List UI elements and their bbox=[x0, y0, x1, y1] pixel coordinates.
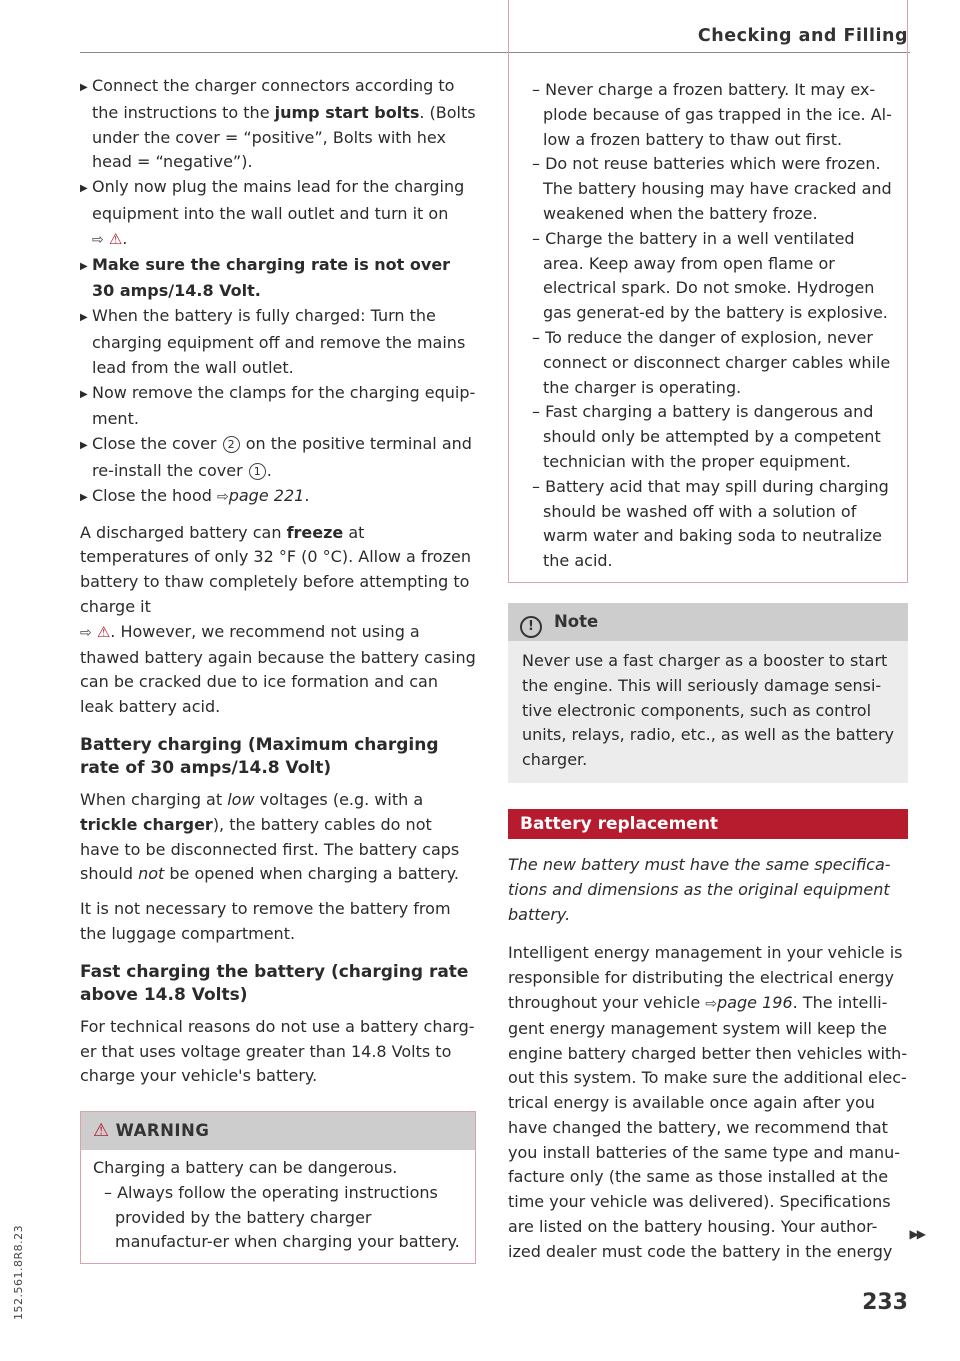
callout-1-icon: 1 bbox=[249, 463, 266, 480]
section-heading-fast-charging: Fast charging the battery (charging rate above 14.8 Volts) bbox=[80, 961, 469, 1005]
warning-box-continued bbox=[508, 0, 908, 583]
warning-body bbox=[81, 1150, 475, 1263]
bullet-connect-charger: ▶ Connect the charger connectors according to the instructions to the jump start bolts. (Bolts under the cover = “positive”, Bolts with hex head = “negative”). bbox=[80, 76, 476, 172]
bullet-close-cover: ▶ Close the cover 2 on the positive terminal and re-install the cover 1 . bbox=[80, 434, 472, 480]
warning-item: – To reduce the danger of explosion, never connect or disconnect charger cables while the charger is operating. bbox=[532, 327, 891, 397]
bullet-charging-rate: ▶ Make sure the charging rate is not over 30 amps/14.8 Volt. bbox=[80, 254, 451, 301]
warning-triangle-icon: ⚠ bbox=[93, 1120, 110, 1142]
warning-item: – Always follow the operating instructions provided by the battery charger manufactur-er when charging your battery. bbox=[104, 1182, 460, 1252]
low-voltage-paragraph: When charging at low voltages (e.g. with a trickle charger), the battery cables do not have to be disconnected first. The battery caps should not be opened when charging a battery. bbox=[80, 789, 460, 884]
luggage-compartment-paragraph: It is not necessary to remove the battery from the luggage compartment. bbox=[80, 899, 451, 943]
bullet-close-hood: ▶ Close the hood ⇨page 221. bbox=[80, 484, 476, 511]
warning-item: – Never charge a frozen battery. It may ex-plode because of gas trapped in the ice. Al-low a frozen battery to thaw out first. bbox=[532, 80, 892, 149]
bullet-remove-clamps: ▶ Now remove the clamps for the charging equip-ment. bbox=[80, 382, 476, 429]
section-heading-battery-charging: Battery charging (Maximum charging rate of 30 amps/14.8 Volt) bbox=[80, 734, 439, 778]
note-body: Never use a fast charger as a booster to start the engine. This will seriously damage sensi-tive electronic components, such as control units, relays, radio, etc., as well as the battery charger. bbox=[522, 650, 895, 770]
reference-arrow-icon: ⇨ bbox=[705, 995, 718, 1012]
section-title-battery-replacement: Battery replacement bbox=[508, 809, 908, 839]
technical-reasons-paragraph: For technical reasons do not use a battery charg-er that uses voltage greater than 14.8 Volts to charge your vehicle's battery. bbox=[80, 1016, 475, 1086]
page-number: 233 bbox=[862, 1290, 908, 1315]
note-header: ! Note bbox=[508, 603, 908, 641]
page-reference-link[interactable]: page 196 bbox=[717, 992, 793, 1012]
triangle-bullet-icon: ▶ bbox=[80, 491, 88, 503]
triangle-bullet-icon: ▶ bbox=[80, 440, 88, 452]
reference-arrow-icon: ⇨ bbox=[92, 231, 104, 248]
warning-item: – Do not reuse batteries which were frozen. The battery housing may have cracked and weakened when the battery froze. bbox=[532, 154, 892, 223]
triangle-bullet-icon: ▶ bbox=[80, 260, 88, 272]
warning-triangle-icon: ⚠ bbox=[96, 622, 111, 641]
frozen-battery-paragraph: A discharged battery can freeze at temperatures of only 32 °F (0 °C). Allow a frozen battery to thaw completely before attempting to charge it ⇨ ⚠. However, we recommend not using a thawed battery again because the battery casing can be cracked due to ice formation and can leak battery acid. bbox=[80, 522, 476, 717]
continue-arrow-icon: ▶▶ bbox=[909, 1227, 924, 1241]
triangle-bullet-icon: ▶ bbox=[80, 312, 88, 324]
warning-item: – Fast charging a battery is dangerous and should only be attempted by a competent technician with the proper equipment. bbox=[532, 402, 881, 471]
warning-box bbox=[80, 1111, 476, 1264]
triangle-bullet-icon: ▶ bbox=[80, 388, 88, 400]
warning-intro: Charging a battery can be dangerous. bbox=[93, 1158, 398, 1178]
triangle-bullet-icon: ▶ bbox=[80, 82, 88, 93]
warning-item: – Battery acid that may spill during charging should be washed off with a solution of warm water and baking soda to neutralize the acid. bbox=[532, 476, 889, 571]
reference-arrow-icon: ⇨ bbox=[80, 624, 92, 641]
warning-header: ⚠ WARNING bbox=[81, 1112, 475, 1150]
warning-triangle-icon: ⚠ bbox=[108, 229, 123, 248]
info-exclamation-icon: ! bbox=[520, 616, 542, 638]
note-box bbox=[508, 603, 908, 783]
energy-management-paragraph: Intelligent energy management in your vehicle is responsible for distributing the electrical energy throughout your vehicle ⇨page 196. The intelli-gent energy management system will keep the engine battery charged better then vehicles with-out this system. To make sure the additional elec-trical energy is available once again after you have changed the battery, we recommend that you install batteries of the same type and manu-facture only (the same as those installed at the time your vehicle was delivered). Specifications are listed on the battery housing. Your author-ized dealer must code the battery in the energy bbox=[508, 943, 908, 1261]
document-code: 152.561.8R8.23 bbox=[12, 1224, 25, 1320]
warning-item: – Charge the battery in a well ventilated area. Keep away from open flame or electrical spark. Do not smoke. Hydrogen gas generat-ed by the battery is explosive. bbox=[532, 228, 888, 323]
bullet-plug-mains: ▶ Only now plug the mains lead for the charging equipment into the wall outlet and turn it on ⇨ ⚠. bbox=[80, 177, 465, 248]
page-reference-link[interactable]: page 221 bbox=[228, 485, 305, 505]
replacement-intro: The new battery must have the same specifica-tions and dimensions as the original equipment battery. bbox=[508, 854, 891, 924]
page-header-title: Checking and Filling bbox=[697, 26, 908, 46]
left-column bbox=[80, 74, 476, 1264]
reference-arrow-icon: ⇨ bbox=[216, 488, 229, 505]
callout-2-icon: 2 bbox=[223, 436, 240, 453]
triangle-bullet-icon: ▶ bbox=[80, 183, 88, 195]
right-column bbox=[508, 74, 908, 1265]
bullet-fully-charged: ▶ When the battery is fully charged: Turn the charging equipment off and remove the mains lead from the wall outlet. bbox=[80, 306, 466, 377]
